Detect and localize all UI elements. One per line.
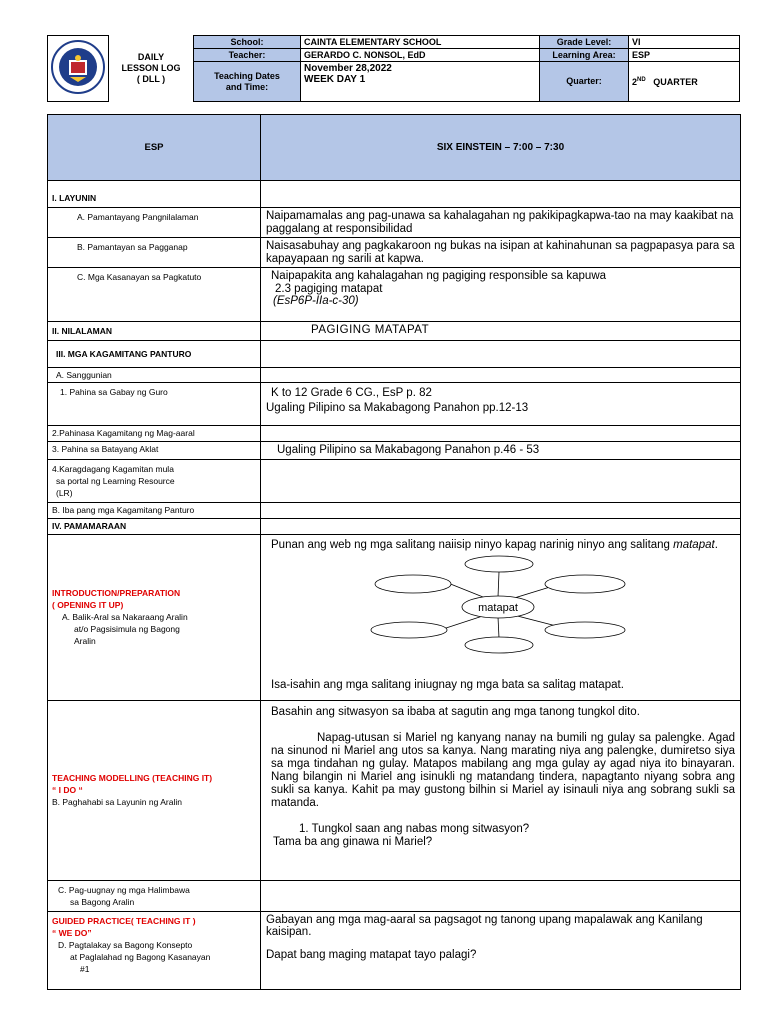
introduction-followup: Isa-isahin ang mga salitang iniugnay ng mga bata sa salitag matapat. (271, 679, 624, 691)
kagamitan-heading: III. MGA KAGAMITANG PANTURO (48, 341, 261, 368)
introduction-instruction: Punan ang web ng mga salitang naiisip ninyo kapag narinig ninyo ang salitang matapat. (271, 538, 718, 551)
deped-seal-icon (48, 36, 108, 98)
kagamitang-magaaral-empty (261, 426, 741, 442)
learning-area-label: Learning Area: (540, 49, 629, 62)
teaching-dates-value: November 28,2022 WEEK DAY 1 (301, 62, 540, 102)
sanggunian-empty (261, 368, 741, 383)
learning-area-value: ESP (629, 49, 740, 62)
gabay-guro-label: 1. Pahina sa Gabay ng Guro (48, 383, 261, 426)
batayang-aklat-label: 3. Pahina sa Batayang Aklat (48, 442, 261, 460)
layunin-heading: I. LAYUNIN (48, 181, 261, 208)
pamantayan-pagganap-value: Naisasabuhay ang pagkakaroon ng bukas na isipan at kahinahunan sa pagpapasya para sa kapayapaan ng sarili at kapwa. (261, 238, 741, 268)
web-bubble-lower-left (371, 622, 447, 638)
pag-uugnay-empty (261, 880, 741, 911)
kasanayan-label: C. Mga Kasanayan sa Pagkatuto (48, 268, 261, 322)
mariel-story: Napag-utusan si Mariel ng kanyang nanay na bumili ng gulay sa palengke. Agad na sinunod ni Mariel ang utos sa kanya. Nang marating niya ang palengke, dumiretso siya sa mga tindahan ng gulay. Matapos mabilang ang mga gulay ay agad niya ito binayaran. Nang bilangin ni Mariel ang isinukli ng matandang tindera, napagtanto niyang sobra ang sukli sa kanya. Kahit pa may gustong bilhin si Mariel ay isinauli niya ang sobrang sukli sa matanda. (271, 731, 735, 809)
kagamitang-magaaral-label: 2.Pahinasa Kagamitang ng Mag-aaral (48, 426, 261, 442)
layunin-empty (261, 181, 741, 208)
pamantayan-pagganap-label: B. Pamantayan sa Pagganap (48, 238, 261, 268)
teaching-modelling-content: Basahin ang sitwasyon sa ibaba at sagutin ang mga tanong tungkol dito. Napag-utusan si Mariel ng kanyang nanay na bumili ng gulay sa palengke. Agad na sinunod ni Mariel ang utos sa kanya. Nang marating niya ang palengke, dumiretso siya sa mga tindahan ng gulay. Matapos mabilang ang mga gulay ay agad niya ito binayaran. Nang bilangin ni Mariel ang isinukli ng matandang tindera, napagtanto niyang sobra ang sukli sa kanya. Kahit pa may gustong bilhin si Mariel ay isinauli niya ang sobrang sukli sa matanda. 1. Tungkol saan ang nabas mong sitwasyon? Tama ba ang ginawa ni Mariel? (261, 700, 741, 880)
subject-cell: ESP (48, 115, 261, 181)
pag-uugnay-label: C. Pag-uugnay ng mga Halimbawa sa Bagong Aralin (48, 880, 261, 911)
kasanayan-value: Naipapakita ang kahalagahan ng pagiging responsible sa kapuwa 2.3 pagiging matapat (EsP6P-IIa-c-30) (261, 268, 741, 322)
pamantayang-pangnilalaman-label: A. Pamantayang Pangnilalaman (48, 208, 261, 238)
teacher-value: GERARDO C. NONSOL, EdD (301, 49, 540, 62)
quarter-value: 2ND QUARTER (629, 62, 740, 102)
gabay-guro-value: K to 12 Grade 6 CG., EsP p. 82 Ugaling Pilipino sa Makabagong Panahon pp.12-13 (261, 383, 741, 426)
deped-logo-cell (48, 36, 109, 102)
dll-title: DAILY LESSON LOG ( DLL ) (121, 52, 181, 84)
batayang-aklat-value: Ugaling Pilipino sa Makabagong Panahon p.46 - 53 (261, 442, 741, 460)
section-time-cell: SIX EINSTEIN – 7:00 – 7:30 (261, 115, 741, 181)
lesson-log-table (47, 114, 741, 990)
sanggunian-label: A. Sanggunian (48, 368, 261, 383)
web-bubble-upper-right (545, 575, 625, 593)
school-value: CAINTA ELEMENTARY SCHOOL (301, 36, 540, 49)
teaching-modelling-label: TEACHING MODELLING (TEACHING IT) “ I DO “ B. Paghahabi sa Layunin ng Aralin (48, 700, 261, 880)
iba-pang-kagamitan-empty (261, 502, 741, 518)
grade-level-label: Grade Level: (540, 36, 629, 49)
school-label: School: (194, 36, 301, 49)
header-table (47, 35, 740, 102)
guided-practice-content: Gabayan ang mga mag-aaral sa pagsagot ng tanong upang mapalawak ang Kanilang kaisipan. Dapat bang maging matapat tayo palagi? (261, 911, 741, 989)
web-center-label: matapat (478, 602, 518, 614)
nilalaman-heading: II. NILALAMAN (48, 322, 261, 341)
learning-resource-label: 4.Karagdagang Kagamitan mula sa portal ng Learning Resource (LR) (48, 459, 261, 502)
web-bubble-top (465, 556, 533, 572)
web-bubble-bottom (465, 637, 533, 653)
web-bubble-lower-right (545, 622, 625, 638)
web-bubble-upper-left (375, 575, 451, 593)
word-web-diagram (323, 555, 703, 655)
introduction-content (261, 534, 741, 700)
pamantayang-pangnilalaman-value: Naipamamalas ang pag-unawa sa kahalagahan ng pakikipagkapwa-tao na may kaakibat na paggalang at responsibilidad (261, 208, 741, 238)
kagamitan-empty (261, 341, 741, 368)
pamamaraan-empty (261, 518, 741, 534)
learning-resource-empty (261, 459, 741, 502)
guided-practice-label: GUIDED PRACTICE( TEACHING IT ) “ WE DO” D. Pagtalakay sa Bagong Konsepto at Paglalahad ng Bagong Kasanayan #1 (48, 911, 261, 989)
quarter-label: Quarter: (540, 62, 629, 102)
teacher-label: Teacher: (194, 49, 301, 62)
teaching-dates-label: Teaching Dates and Time: (194, 62, 301, 102)
grade-level-value: VI (629, 36, 740, 49)
pamamaraan-heading: IV. PAMAMARAAN (48, 518, 261, 534)
nilalaman-value: PAGIGING MATAPAT (261, 322, 741, 341)
introduction-label: INTRODUCTION/PREPARATION ( OPENING IT UP) A. Balik-Aral sa Nakaraang Aralin at/o Pagsisimula ng Bagong Aralin (48, 534, 261, 700)
iba-pang-kagamitan-label: B. Iba pang mga Kagamitang Panturo (48, 502, 261, 518)
